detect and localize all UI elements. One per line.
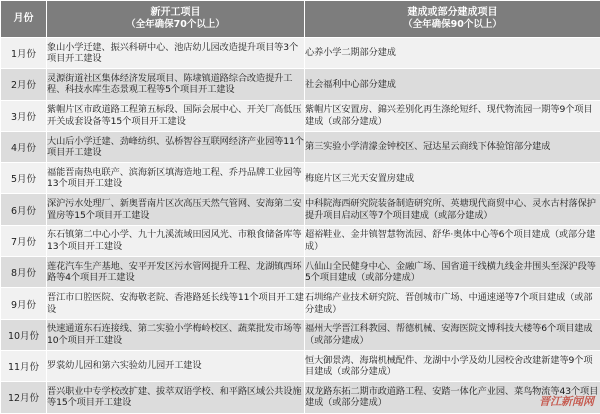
new-projects-cell: 晋兴职业中专学校改扩建、拔萃双语学校、和平路区域公共设施等15个项目开工建设 (47, 382, 305, 413)
table-row (1, 163, 600, 194)
new-projects-cell: 罗裳幼儿园和第六实验幼儿园开工建设 (47, 350, 305, 381)
new-projects-cell: 紫帽片区市政道路工程第五标段、国际会展中心、开关厂高低压开关成套设备等15个项目开工建设 (47, 100, 305, 131)
new-projects-cell: 东石镇第二中心小学、九十九溪流域田园风光、市粮食储备库等13个项目开工建设 (47, 225, 305, 256)
month-cell: 7月份 (1, 225, 47, 256)
month-cell: 3月份 (1, 100, 47, 131)
month-cell: 4月份 (1, 131, 47, 162)
month-header-label: 月份 (14, 13, 34, 24)
completed-projects-cell: 恒大御景湾、海瑞机械配件、龙湖中小学及幼儿园校舍改建新建等9个项目建成（或部分建成） (305, 350, 600, 381)
completed-projects-column-header (305, 1, 600, 38)
table-header-row (1, 1, 600, 38)
new-projects-cell: 福能晋南热电联产、滨海新区填海造地工程、乔丹品牌工业园等13个项目开工建设 (47, 163, 305, 194)
month-cell: 11月份 (1, 350, 47, 381)
month-cell: 2月份 (1, 69, 47, 100)
completed-projects-cell: 心养小学二期部分建成 (305, 38, 600, 69)
table-row (1, 194, 600, 225)
table-row (1, 319, 600, 350)
completed-projects-cell: 梅庭片区三光天安置房建成 (305, 163, 600, 194)
month-cell: 8月份 (1, 257, 47, 288)
completed-projects-title: 建成或部分建成项目 (408, 7, 498, 18)
month-column-header (1, 1, 47, 38)
table-row (1, 382, 600, 413)
new-projects-cell: 深沪污水处理厂、新奥晋南片区次高压天然气管网、安海第二安置房等15个项目开工建设 (47, 194, 305, 225)
completed-projects-cell: 中科院海西研究院装备制造研究所、英塘现代商贸中心、灵水古村落保护提升项目启动区等7个项目建成（或部分建成） (305, 194, 600, 225)
month-cell: 10月份 (1, 319, 47, 350)
completed-projects-cell: 超裕鞋业、金井镇智慧物流园、舒华·奥体中心等6个项目建成（或部分建成） (305, 225, 600, 256)
new-projects-cell: 晋江市口腔医院、安海敬老院、香港路延长线等11个项目开工建设 (47, 288, 305, 319)
new-projects-cell: 大山后小学迁建、劲峰纺织、弘桥智谷互联网经济产业园等11个项目开工建设 (47, 131, 305, 162)
table-row (1, 350, 600, 381)
completed-projects-cell: 紫帽片区安置房、錦兴差别化再生涤纶短纤、现代物流园一期等9个项目建成（或部分建成） (305, 100, 600, 131)
new-projects-cell: 莲花汽车生产基地、安平开发区污水管网提升工程、龙湖镇西环路等4个项目开工建设 (47, 257, 305, 288)
table-row (1, 100, 600, 131)
completed-projects-cell: 第三实验小学清濛金钟校区、冠达星云商线下体验馆部分建成 (305, 131, 600, 162)
month-cell: 12月份 (1, 382, 47, 413)
table-row (1, 38, 600, 69)
completed-projects-subtitle: （全年确保90个以上） (305, 19, 600, 31)
new-projects-title: 新开工项目 (151, 7, 201, 18)
new-projects-cell: 快速通道东石连接线、第二实验小学梅岭校区、蔬菜批发市场等10个项目开工建设 (47, 319, 305, 350)
site-watermark: 晋江新闻网 (539, 393, 594, 409)
month-cell: 1月份 (1, 38, 47, 69)
table-row (1, 69, 600, 100)
month-cell: 9月份 (1, 288, 47, 319)
month-cell: 6月份 (1, 194, 47, 225)
completed-projects-cell: 双龙路东拓二期市政道路工程、安踏一体化产业园、菜鸟物流等43个项目建成（或部分建成） (305, 382, 600, 413)
table-row (1, 288, 600, 319)
table-row (1, 131, 600, 162)
new-projects-subtitle: （全年确保70个以上） (47, 19, 304, 31)
table-row (1, 225, 600, 256)
new-projects-column-header (47, 1, 305, 38)
completed-projects-cell: 福州大学晋江科教园、帮德机械、安海医院文博科技大楼等6个项目建成（或部分建成） (305, 319, 600, 350)
new-projects-cell: 灵源街道社区集体经济发展项目、陈埭镇道路综合改造提升工程、科技水库生态景观工程等5个项目开工建设 (47, 69, 305, 100)
month-cell: 5月份 (1, 163, 47, 194)
completed-projects-cell: 八仙山全民健身中心、金融广场、国省道干线横九线金井围头至深沪段等5个项目建成（或部分建成） (305, 257, 600, 288)
completed-projects-cell: 社会福利中心部分建成 (305, 69, 600, 100)
table-row (1, 257, 600, 288)
completed-projects-cell: 石圳绵产业技术研究院、晋创城市广场、中通速递等7个项目建成（或部分建成） (305, 288, 600, 319)
new-projects-cell: 象山小学迁建、振兴科研中心、池店幼儿园改造提升项目等3个项目开工建设 (47, 38, 305, 69)
